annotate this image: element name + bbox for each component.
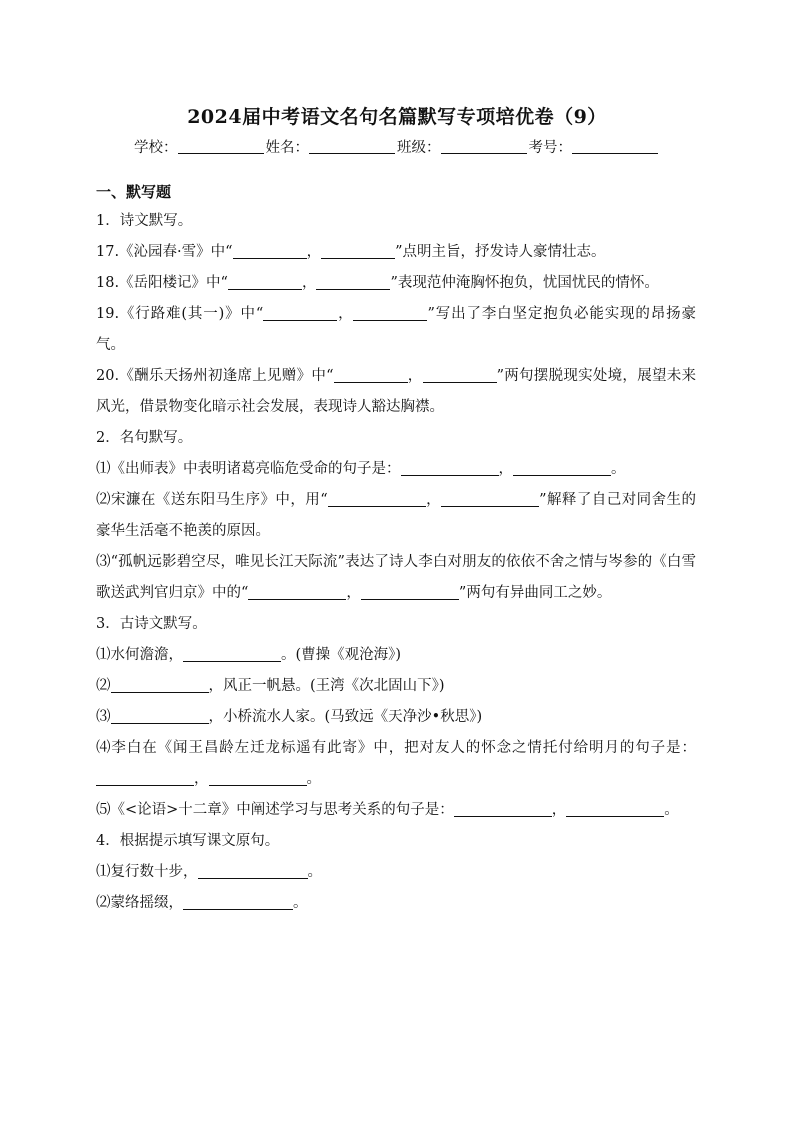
item-text: 。 — [664, 802, 679, 818]
question-item — [96, 299, 696, 361]
answer-blank[interactable] — [96, 770, 194, 786]
item-text: ”两句摆脱现实处境，展望未来风光，借景物变化暗示社会发展，表现诗人豁达胸襟。 — [96, 368, 696, 415]
class-field — [397, 136, 529, 157]
separator: ， — [407, 368, 423, 384]
answer-blank[interactable] — [111, 708, 209, 724]
question-item — [96, 702, 696, 733]
name-blank[interactable] — [309, 139, 395, 154]
class-blank[interactable] — [441, 139, 527, 154]
number-blank[interactable] — [572, 139, 658, 154]
answer-blank[interactable] — [423, 367, 497, 383]
question-item — [96, 733, 696, 795]
item-text: 19.《行路难(其一)》中“ — [96, 306, 264, 322]
answer-blank[interactable] — [454, 801, 552, 817]
item-text: ⑵ — [96, 678, 111, 694]
question-3-heading: 3．古诗文默写。 — [96, 616, 207, 632]
question-item — [96, 857, 696, 888]
school-field — [134, 136, 266, 157]
item-text: 。 — [306, 771, 321, 787]
name-field — [266, 136, 398, 157]
question-item — [96, 640, 696, 671]
section-title: 一、默写题 — [96, 183, 172, 201]
item-text: ”两句有异曲同工之妙。 — [458, 585, 612, 601]
answer-blank[interactable] — [111, 677, 209, 693]
item-text: ”点明主旨，抒发诗人豪情壮志。 — [395, 244, 606, 260]
answer-blank[interactable] — [361, 584, 459, 600]
separator: ， — [306, 244, 322, 260]
question-item — [96, 888, 696, 919]
question-item — [96, 547, 696, 609]
item-text: 。 — [307, 864, 322, 880]
item-text: ”解释了自己对同舍生的豪华生活毫不艳羡的原因。 — [96, 492, 696, 539]
question-item — [96, 454, 696, 485]
item-text: 。(曹操《观沧海》) — [281, 647, 402, 663]
answer-blank[interactable] — [228, 274, 302, 290]
answer-blank[interactable] — [321, 243, 395, 259]
answer-blank[interactable] — [401, 460, 499, 476]
school-blank[interactable] — [178, 139, 264, 154]
answer-blank[interactable] — [248, 584, 346, 600]
answer-blank[interactable] — [233, 243, 307, 259]
answer-blank[interactable] — [183, 646, 281, 662]
answer-blank[interactable] — [334, 367, 408, 383]
item-text: ⑷李白在《闻王昌龄左迁龙标遥有此寄》中，把对友人的怀念之情托付给明月的句子是： — [96, 740, 696, 756]
class-label: 班级： — [397, 140, 441, 156]
item-text: ⑴《出师表》中表明诸葛亮临危受命的句子是： — [96, 461, 401, 477]
answer-blank[interactable] — [441, 491, 539, 507]
item-text: ，小桥流水人家。(马致远《天净沙•秋思》) — [208, 709, 483, 725]
item-text: 20.《酬乐天扬州初逢席上见赠》中“ — [96, 368, 334, 384]
answer-blank[interactable] — [263, 305, 337, 321]
question-item — [96, 795, 696, 826]
answer-blank[interactable] — [328, 491, 426, 507]
number-label: 考号： — [528, 140, 572, 156]
answer-blank[interactable] — [198, 863, 308, 879]
separator: ， — [551, 802, 567, 818]
separator: ， — [337, 306, 354, 322]
question-item — [96, 361, 696, 423]
question-item — [96, 237, 696, 268]
question-item — [96, 268, 696, 299]
separator: ， — [425, 492, 442, 508]
item-text: ⑵宋濂在《送东阳马生序》中，用“ — [96, 492, 328, 508]
question-item — [96, 671, 696, 702]
question-2-heading: 2．名句默写。 — [96, 430, 193, 446]
separator: ， — [194, 771, 209, 787]
item-text: ”写出了李白坚定抱负必能实现的昂扬豪气。 — [96, 306, 696, 353]
item-text: 17.《沁园春·雪》中“ — [96, 244, 233, 260]
answer-blank[interactable] — [353, 305, 427, 321]
separator: ， — [301, 275, 317, 291]
separator: ， — [498, 461, 513, 477]
page-title: 2024届中考语文名句名篇默写专项培优卷（9） — [187, 106, 607, 128]
item-text: ⑵蒙络摇缀， — [96, 895, 183, 911]
question-4-heading: 4．根据提示填写课文原句。 — [96, 833, 280, 849]
question-content — [96, 178, 696, 919]
answer-blank[interactable] — [513, 460, 611, 476]
item-text: 。 — [293, 895, 308, 911]
name-label: 姓名： — [265, 140, 309, 156]
item-text: ⑶“孤帆远影碧空尽，唯见长江天际流”表达了诗人李白对朋友的依依不舍之情与岑参的《白雪歌送武判官归京》中的“ — [96, 554, 696, 601]
answer-blank[interactable] — [316, 274, 390, 290]
item-text: ”表现范仲淹胸怀抱负，忧国忧民的情怀。 — [390, 275, 659, 291]
student-info-row — [0, 136, 794, 157]
item-text: 。 — [611, 461, 626, 477]
item-text: ⑴复行数十步， — [96, 864, 198, 880]
item-text: ⑴水何澹澹， — [96, 647, 183, 663]
school-label: 学校： — [134, 140, 178, 156]
answer-blank[interactable] — [566, 801, 664, 817]
question-1-heading: 1．诗文默写。 — [96, 213, 193, 229]
item-text: ，风正一帆悬。(王湾《次北固山下》) — [208, 678, 445, 694]
question-item — [96, 485, 696, 547]
answer-blank[interactable] — [183, 894, 293, 910]
separator: ， — [346, 585, 361, 601]
item-text: ⑶ — [96, 709, 111, 725]
number-field — [529, 136, 661, 157]
answer-blank[interactable] — [209, 770, 307, 786]
item-text: 18.《岳阳楼记》中“ — [96, 275, 228, 291]
item-text: ⑸《<论语>十二章》中阐述学习与思考关系的句子是： — [96, 802, 454, 818]
